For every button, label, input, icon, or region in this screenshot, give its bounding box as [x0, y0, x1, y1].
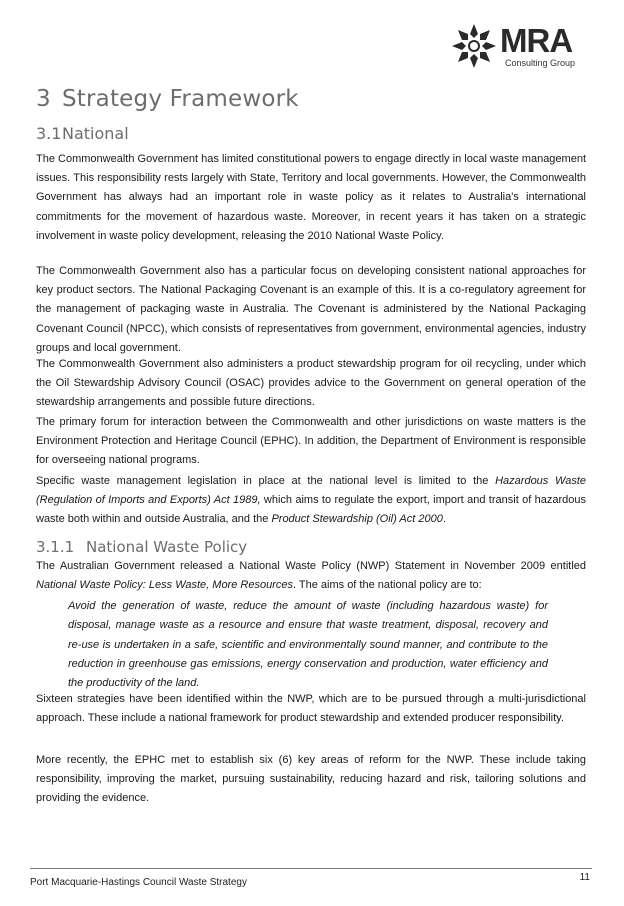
nwp-intro-text-2: . The aims of the national policy are to: [292, 579, 482, 592]
section-number: 3 [36, 86, 51, 112]
subsubsection-number: 3.1.1 [36, 538, 75, 556]
subsection-title: National [62, 124, 129, 143]
closing-paragraph-1: Sixteen strategies have been identified within the NWP, which are to be pursued through a multi-jurisdictional approach. These include a national framework for product stewardship and extended producer responsibility. [36, 693, 586, 725]
closing-paragraph-2: More recently, the EPHC met to establish six (6) key areas of reform for the NWP. These include taking responsibility, improving the market, pursuing sustainability, reducing hazard and risk, tailoring solutions and providing the evidence. [36, 754, 586, 805]
legislation-paragraph [36, 472, 586, 530]
paragraph-1: The Commonwealth Government has limited constitutional powers to engage directly in local waste management issues. This responsibility rests largely with State, Territory and local governments. However, the Commonwealth Government has always had an important role in waste policy as it relates to Australia's international commitments for the movement of hazardous waste. Moreover, in recent years it has taken on a strategic involvement in waste policy development, releasing the 2010 National Waste Policy. [36, 153, 586, 242]
paragraph-3: The Commonwealth Government also administers a product stewardship program for oil recycling, under which the Oil Stewardship Advisory Council (OSAC) provides advice to the Government on general operation of the stewardship arrangements and possible future directions. [36, 358, 586, 409]
subsection-heading [36, 124, 129, 143]
legislation-text-2: which aims to regulate the export, import and transit of hazardous waste both within and outside Australia, and the [36, 494, 586, 526]
hazardous-waste-act: Hazardous Waste (Regulation of Imports and Exports) Act 1989, [36, 475, 586, 507]
section-heading [36, 86, 299, 112]
paragraph-2: The Commonwealth Government also has a particular focus on developing consistent national approaches for key product sectors. The National Packaging Covenant is an example of this. It is a co-regulatory agreement for the management of packaging waste in Australia. The Covenant is administered by the National Packaging Covenant Council (NPCC), which consists of representatives from government, environmental agencies, industry groups and local government. [36, 265, 586, 354]
mra-logo [448, 20, 588, 74]
footer-document-title: Port Macquarie-Hastings Council Waste Strategy [30, 877, 247, 888]
subsection-number: 3.1 [36, 124, 62, 143]
section-title: Strategy Framework [62, 86, 299, 112]
paragraph-4: The primary forum for interaction between the Commonwealth and other jurisdictions on waste matters is the Environment Protection and Heritage Council (EPHC). In addition, the Department of Environment is responsible for overseeing national programs. [36, 416, 586, 467]
page-number: 11 [579, 872, 590, 883]
subsubsection-heading [36, 538, 247, 556]
mra-logo-mark-icon [448, 20, 500, 72]
nwp-intro-paragraph [36, 557, 586, 595]
logo-wordmark: MRA [500, 22, 573, 59]
footer-divider [30, 868, 592, 869]
logo-subtext: Consulting Group [505, 58, 576, 68]
nwp-intro-text-1: The Australian Government released a National Waste Policy (NWP) Statement in November 2009 entitled [36, 560, 586, 572]
legislation-text-3: . [442, 513, 446, 526]
subsubsection-title: National Waste Policy [86, 538, 248, 556]
legislation-text-1: Specific waste management legislation in place at the national level is limited to the [36, 475, 496, 487]
product-stewardship-act: Product Stewardship (Oil) Act 2000 [271, 513, 443, 526]
nwp-policy-title: National Waste Policy: Less Waste, More Resources [36, 579, 293, 592]
policy-aims-quote: Avoid the generation of waste, reduce the amount of waste (including hazardous waste) for disposal, manage waste as a resource and ensure that waste treatment, disposal, recovery and re-use is undertaken in a safe, scientific and environmentally sound manner, and contribute to the reduction in greenhouse gas emissions, energy conservation and production, water efficiency and the productivity of the land. [68, 600, 548, 690]
